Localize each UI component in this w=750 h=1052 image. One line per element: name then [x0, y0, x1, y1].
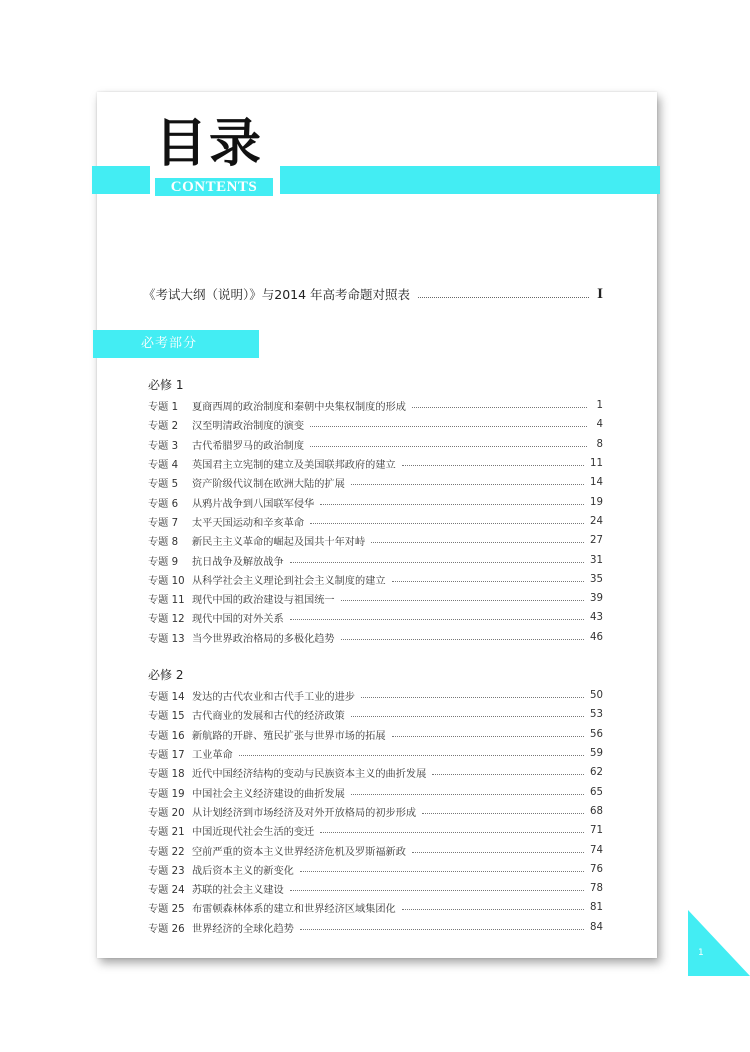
toc-entry-number: 专题 2: [148, 421, 179, 433]
dot-leader: [310, 446, 587, 447]
toc-list: [148, 686, 603, 937]
toc-entry[interactable]: [148, 860, 603, 879]
toc-entry-number: 专题 5: [148, 479, 179, 491]
toc-entry[interactable]: [148, 705, 603, 724]
page-title: 目录: [155, 114, 264, 174]
toc-entry[interactable]: [148, 782, 603, 801]
group-title: 必修 2: [148, 668, 184, 682]
toc-entry[interactable]: [148, 802, 603, 821]
toc-entry-number: 专题 16: [148, 730, 185, 742]
toc-entry-number: 专题 9: [148, 556, 179, 568]
toc-entry[interactable]: [148, 512, 603, 531]
section-banner: 必考部分: [93, 330, 259, 358]
toc-intro-text: 《考试大纲（说明）》与2014 年高考命题对照表: [143, 287, 411, 302]
toc-entry[interactable]: [148, 492, 603, 511]
toc-entry[interactable]: [148, 396, 603, 415]
toc-entry-title: 中国社会主义经济建设的曲折发展: [192, 788, 345, 800]
toc-entry[interactable]: [148, 415, 603, 434]
dot-leader: [290, 890, 584, 891]
dot-leader: [341, 639, 584, 640]
toc-entry-title: 发达的古代农业和古代手工业的进步: [192, 692, 355, 704]
toc-entry-title: 空前严重的资本主义世界经济危机及罗斯福新政: [192, 846, 406, 858]
dot-leader: [392, 581, 584, 582]
toc-entry-number: 专题 6: [148, 498, 179, 510]
toc-entry-title: 布雷顿森林体系的建立和世界经济区域集团化: [192, 904, 396, 916]
toc-entry-number: 专题 25: [148, 904, 185, 916]
toc-entry-title: 近代中国经济结构的变动与民族资本主义的曲折发展: [192, 769, 427, 781]
toc-entry-number: 专题 19: [148, 788, 185, 800]
toc-entry-page: 8: [596, 438, 603, 450]
toc-entry-title: 资产阶级代议制在欧洲大陆的扩展: [192, 479, 345, 491]
toc-entry-title: 苏联的社会主义建设: [192, 885, 284, 897]
toc-entry-page: 1: [596, 400, 603, 412]
toc-entry-page: 11: [590, 458, 603, 470]
toc-entry-page: 68: [590, 805, 603, 817]
page-number: 1: [698, 948, 704, 958]
toc-entry[interactable]: [148, 686, 603, 705]
toc-entry-number: 专题 26: [148, 923, 185, 935]
toc-entry-page: 4: [596, 419, 603, 431]
dot-leader: [290, 562, 584, 563]
toc-entry-title: 当今世界政治格局的多极化趋势: [192, 633, 335, 645]
toc-entry-page: 76: [590, 863, 603, 875]
dot-leader: [361, 697, 584, 698]
toc-entry-page: 14: [590, 477, 603, 489]
toc-entry-page: 84: [590, 921, 603, 933]
toc-entry-number: 专题 18: [148, 769, 185, 781]
toc-entry-title: 世界经济的全球化趋势: [192, 923, 294, 935]
dot-leader: [351, 794, 584, 795]
toc-entry-page: 19: [590, 496, 603, 508]
toc-entry[interactable]: [148, 473, 603, 492]
toc-entry-page: 81: [590, 902, 603, 914]
toc-entry-page: 56: [590, 728, 603, 740]
dot-leader: [320, 832, 584, 833]
toc-entry-page: 27: [590, 535, 603, 547]
toc-entry-title: 英国君主立宪制的建立及美国联邦政府的建立: [192, 460, 396, 472]
toc-entry-number: 专题 3: [148, 440, 179, 452]
toc-entry-title: 古代希腊罗马的政治制度: [192, 440, 305, 452]
toc-entry[interactable]: [148, 898, 603, 917]
corner-triangle-shape: [688, 910, 750, 976]
dot-leader: [341, 600, 584, 601]
toc-entry-title: 中国近现代社会生活的变迁: [192, 827, 315, 839]
toc-group-2: [148, 664, 603, 937]
toc-entry-page: 74: [590, 844, 603, 856]
toc-entry-page: 71: [590, 825, 603, 837]
dot-leader: [310, 523, 584, 524]
dot-leader: [310, 426, 587, 427]
toc-entry-title: 工业革命: [192, 750, 233, 762]
toc-entry-page: 39: [590, 593, 603, 605]
toc-entry[interactable]: [148, 725, 603, 744]
toc-entry-title: 从鸦片战争到八国联军侵华: [192, 498, 315, 510]
toc-entry-page: 59: [590, 748, 603, 760]
dot-leader: [351, 716, 584, 717]
toc-intro-page: I: [597, 285, 603, 302]
group-title: 必修 1: [148, 378, 184, 392]
toc-entry-page: 62: [590, 767, 603, 779]
dot-leader: [371, 542, 584, 543]
dot-leader: [422, 813, 584, 814]
dot-leader: [351, 484, 584, 485]
toc-entry-title: 现代中国的政治建设与祖国统一: [192, 595, 335, 607]
corner-page-tab: [688, 910, 750, 976]
dot-leader: [300, 871, 584, 872]
toc-group-1: [148, 374, 603, 647]
toc-entry[interactable]: [148, 435, 603, 454]
dot-leader: [320, 504, 584, 505]
dot-leader: [392, 736, 584, 737]
dot-leader: [290, 619, 584, 620]
toc-entry[interactable]: [148, 763, 603, 782]
page-subtitle: CONTENTS: [155, 178, 273, 196]
toc-entry-number: 专题 10: [148, 575, 185, 587]
dot-leader: [239, 755, 584, 756]
toc-entry-page: 24: [590, 515, 603, 527]
toc-entry[interactable]: [148, 840, 603, 859]
dot-leader: [418, 297, 589, 298]
toc-entry[interactable]: [148, 550, 603, 569]
toc-entry[interactable]: [148, 918, 603, 937]
toc-entry-number: 专题 8: [148, 537, 179, 549]
toc-entry-title: 抗日战争及解放战争: [192, 556, 284, 568]
toc-entry-number: 专题 4: [148, 460, 179, 472]
toc-entry-page: 78: [590, 883, 603, 895]
dot-leader: [402, 909, 584, 910]
toc-entry[interactable]: [148, 570, 603, 589]
toc-entry-number: 专题 1: [148, 402, 179, 414]
document-page: [97, 92, 657, 958]
toc-entry-title: 汉至明清政治制度的演变: [192, 421, 305, 433]
toc-entry-number: 专题 20: [148, 807, 185, 819]
toc-entry[interactable]: [148, 454, 603, 473]
toc-entry-number: 专题 13: [148, 633, 185, 645]
toc-entry-title: 从科学社会主义理论到社会主义制度的建立: [192, 575, 386, 587]
toc-entry-title: 现代中国的对外关系: [192, 614, 284, 626]
toc-entry-number: 专题 11: [148, 595, 185, 607]
toc-entry-number: 专题 14: [148, 692, 185, 704]
toc-entry-number: 专题 15: [148, 711, 185, 723]
toc-intro-entry[interactable]: [143, 284, 603, 304]
toc-entry-number: 专题 24: [148, 885, 185, 897]
toc-entry-number: 专题 12: [148, 614, 185, 626]
toc-entry-page: 35: [590, 573, 603, 585]
toc-entry-page: 65: [590, 786, 603, 798]
toc-entry[interactable]: [148, 744, 603, 763]
toc-entry-number: 专题 22: [148, 846, 185, 858]
toc-entry-page: 46: [590, 631, 603, 643]
toc-entry-number: 专题 21: [148, 827, 185, 839]
toc-entry-number: 专题 17: [148, 750, 185, 762]
toc-entry-number: 专题 7: [148, 517, 179, 529]
toc-entry-title: 新航路的开辟、殖民扩张与世界市场的拓展: [192, 730, 386, 742]
toc-entry-title: 夏商西周的政治制度和秦朝中央集权制度的形成: [192, 402, 406, 414]
toc-entry-title: 新民主主义革命的崛起及国共十年对峙: [192, 537, 366, 549]
toc-entry-title: 战后资本主义的新变化: [192, 865, 294, 877]
toc-entry-title: 古代商业的发展和古代的经济政策: [192, 711, 345, 723]
toc-entry[interactable]: [148, 589, 603, 608]
dot-leader: [402, 465, 584, 466]
toc-entry-page: 43: [590, 612, 603, 624]
toc-entry[interactable]: [148, 628, 603, 647]
toc-entry-title: 太平天国运动和辛亥革命: [192, 517, 305, 529]
dot-leader: [300, 929, 584, 930]
toc-entry[interactable]: [148, 531, 603, 550]
toc-entry-page: 53: [590, 709, 603, 721]
toc-entry-page: 31: [590, 554, 603, 566]
toc-entry[interactable]: [148, 821, 603, 840]
toc-entry[interactable]: [148, 879, 603, 898]
toc-entry[interactable]: [148, 608, 603, 627]
dot-leader: [412, 407, 587, 408]
dot-leader: [412, 852, 584, 853]
toc-entry-page: 50: [590, 690, 603, 702]
toc-entry-number: 专题 23: [148, 865, 185, 877]
toc-list: [148, 396, 603, 647]
toc-entry-title: 从计划经济到市场经济及对外开放格局的初步形成: [192, 807, 417, 819]
dot-leader: [432, 774, 584, 775]
